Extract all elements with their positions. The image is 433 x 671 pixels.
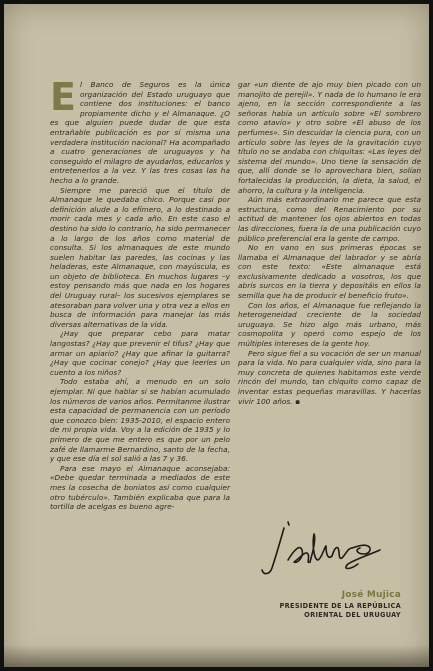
paragraph-1-text: l Banco de Seguros es la única organización del Estado uruguayo que contiene dos instituciones: el banco propiamente dicho y el Almanaque. ¿O es que alguien puede dudar de que esta entrañable publicación es por sí misma una verdadera institución nacional? Ha acompañado a cuatro generaciones de uruguayos y ha conseguido el milagro de ayudarlos, educarlos y entretenerlos a la vez. Y las tres cosas las ha hecho a lo grande. xyxy=(50,80,230,185)
signature-name: José Mujica xyxy=(341,590,401,600)
paragraph-2: Siempre me pareció que el título de Almanaque le quedaba chico. Porque casi por definición alude a lo efímero, a lo destinado a morir cada mes y cada año. En este caso el destino ha sido lo contrario, ha sido permanecer a lo largo de los años como material de consulta. Si los almanaques de este mundo suelen habitar las paredes, las cocinas y las heladeras, este Almanaque, con mayúscula, es un objeto de biblioteca. En muchos lugares –y estoy pensando más que nada en los hogares del Uruguay rural– los sucesivos ejemplares se atesoraban para volver una y otra vez a ellos en busca de información para manejar las más diversas alternativas de la vida. xyxy=(50,185,230,329)
paragraph-10: Pero sigue fiel a su vocación de ser un manual para la vida. No para cualquier vida, sino para la muy concreta de quienes habitamos este verde rincón del mundo, tan chiquito como capaz de inventar estas pequeñas maravillas. Y hacerlas vivir 100 años. ▪ xyxy=(238,348,421,406)
drop-cap: E xyxy=(50,75,76,119)
paragraph-9: Con los años, el Almanaque fue reflejando la heterogeneidad creciente de la sociedad uruguaya. Se hizo algo más urbano, más cosmopolita y operó como espejo de los múltiples intereses de la gente hoy. xyxy=(238,300,421,349)
paragraph-8: No en vano en sus primeras épocas se llamaba el Almanaque del labrador y se abría con este texto: «Este almanaque está exclusivamente dedicado a vosotros, los que abrís surcos en la tierra y depositáis en ellos la semilla que ha de producir el beneficio fruto». xyxy=(238,243,421,301)
left-column xyxy=(50,75,230,512)
handwritten-signature xyxy=(254,520,399,582)
book-page xyxy=(4,4,429,667)
paragraph-7: Aún más extraordinario me parece que esta estructura, como del Renacimiento por su actitud de mantener los ojos abiertos en todas las direcciones, fuera la de una publicación cuyo público preferencial era la gente de campo. xyxy=(238,195,421,243)
signature-title: PRESIDENTE DE LA REPÚBLICA ORIENTAL DEL URUGUAY xyxy=(279,602,401,619)
paragraph-3: ¿Hay que preparar cebo para matar langostas? ¿Hay que prevenir el tifus? ¿Hay que armar un apiario? ¿Hay que afinar la guitarra? ¿Hay que cocinar conejo? ¿Hay que leerles un cuento a los niños? xyxy=(50,329,230,377)
paragraph-5: Para ese mayo el Almanaque aconsejaba: «Debe quedar terminada a mediados de este mes la cosecha de boniatos así como cualquier otro tubérculo». También explicaba que para la tortilla de acelgas es bueno agre- xyxy=(50,463,230,512)
paragraph-1 xyxy=(50,75,230,186)
right-column xyxy=(238,80,421,406)
paragraph-4: Todo estaba ahí, a menudo en un solo ejemplar. Ni que hablar si se habían acumulado los números de varios años. Permítanme ilustrar esta capacidad de permanencia con un período que conozco bien: 1935-2010, el espacio entero de mi propia vida. Voy a la edición de 1935 y lo primero de que me entero es que por un pelo zafé de llamarme Bernardino, santo de la fecha, y que ese día el sol salió a las 7 y 36. xyxy=(50,377,230,464)
paragraph-6: gar «un diente de ajo muy bien picado con un manojito de perejil». Y nada de lo humano le era ajeno, en la sección correspondiente a las señoras había un artículo sobre «El sombrero como atavío» y otro sobre «El abuso de los perfumes». Sin descuidar la ciencia pura, con un artículo sobre las leyes de la gravitación cuyo título no se andaba con chiquitas: «Las leyes del sistema del mundo». Uno tiene la sensación de que, allí donde se lo aprovechara bien, solían fortalecidas la producción, la dieta, la salud, el ahorro, la cultura y la inteligencia. xyxy=(238,80,421,195)
